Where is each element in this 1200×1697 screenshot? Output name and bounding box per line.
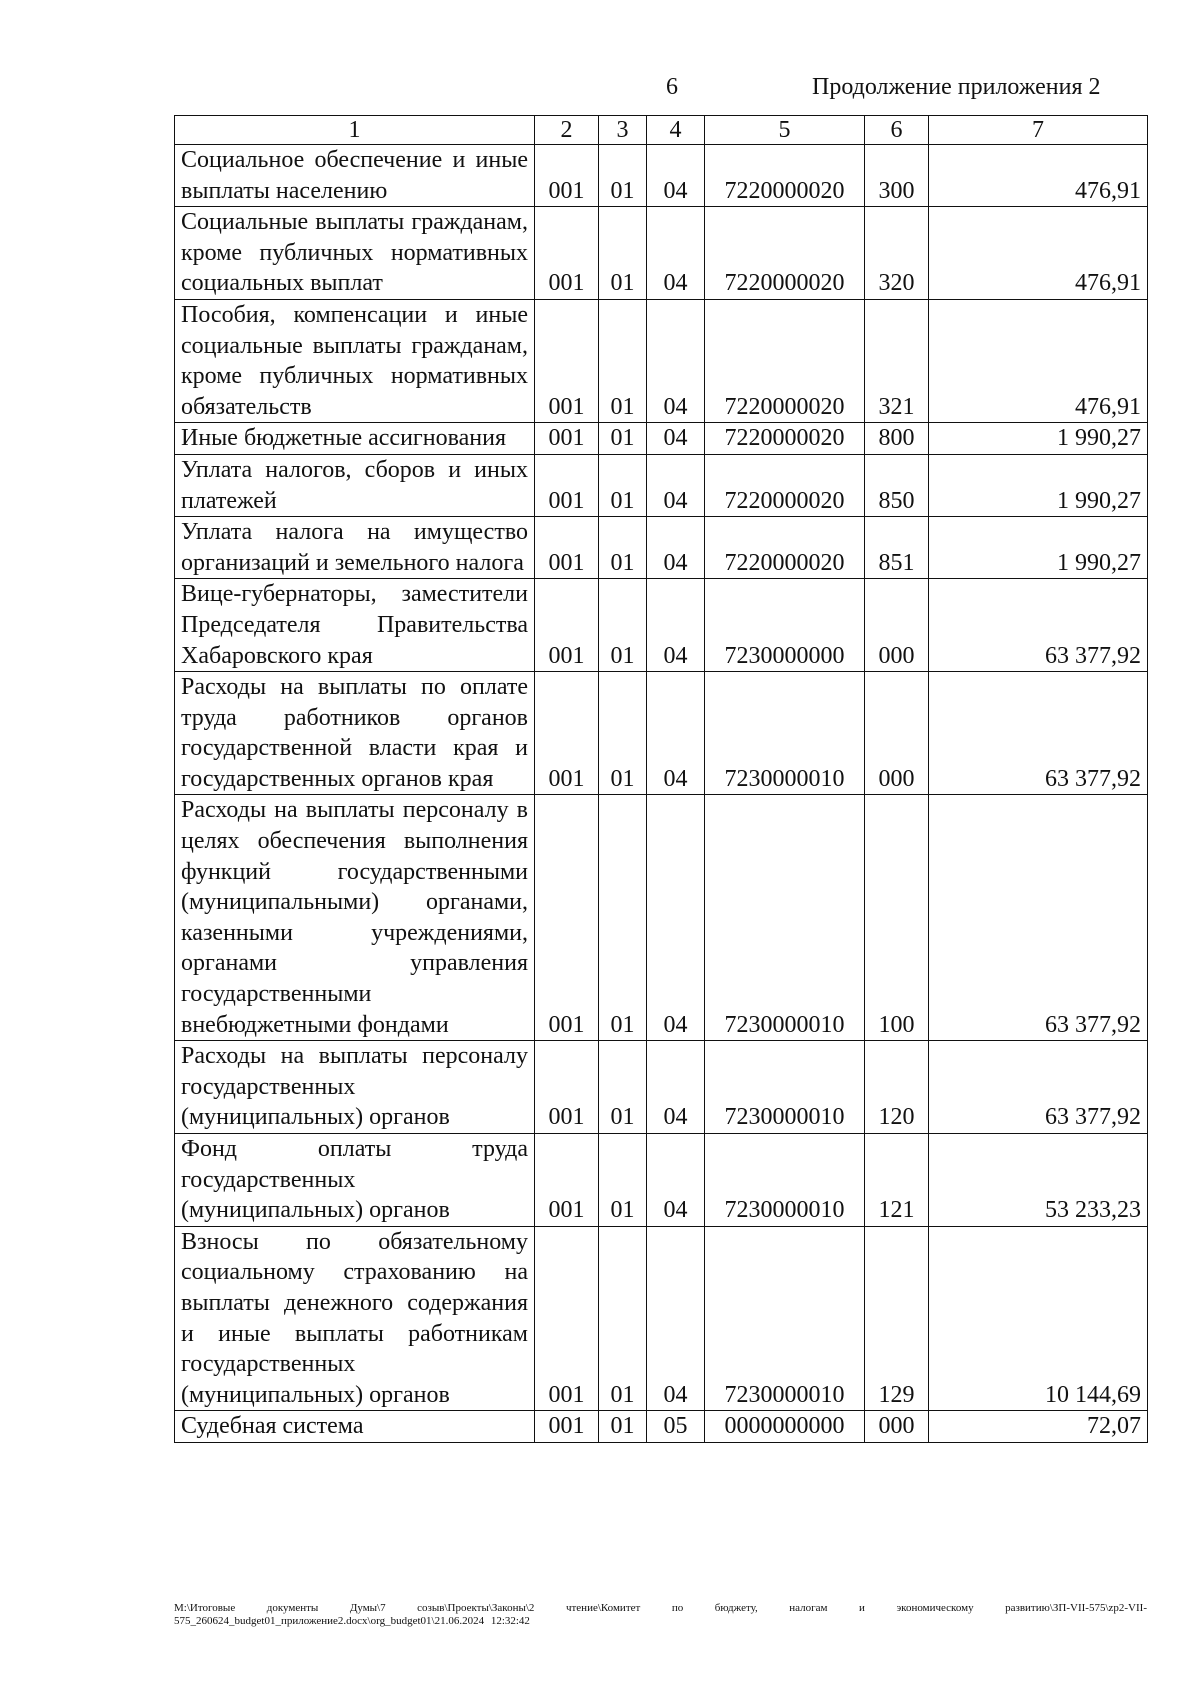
row-code-5: 7230000010 xyxy=(705,1226,865,1411)
row-code-2: 001 xyxy=(535,579,599,672)
file-path-footer: M:\Итоговые документы Думы\7 созыв\Проекты\Законы\2 чтение\Комитет по бюджету, налогам и экономическому развитию\ЗП-VII-575\zp2-VII-575_260624_budget01_приложение2.docx\org_budget01\21.06.2024 12:32:42 xyxy=(174,1602,1147,1627)
row-code-3: 01 xyxy=(599,207,647,300)
row-code-4: 04 xyxy=(647,207,705,300)
row-code-5: 7220000020 xyxy=(705,145,865,207)
row-code-4: 04 xyxy=(647,1041,705,1134)
row-code-5: 7220000020 xyxy=(705,454,865,516)
row-code-4: 04 xyxy=(647,672,705,795)
row-code-3: 01 xyxy=(599,795,647,1041)
row-code-4: 04 xyxy=(647,454,705,516)
row-name: Расходы на выплаты персоналу в целях обеспечения выполнения функций государственными (муниципальными) органами, казенными учреждениями, органами управления государственными внебюджетными фондами xyxy=(175,795,535,1041)
row-code-2: 001 xyxy=(535,423,599,455)
row-amount: 63 377,92 xyxy=(929,579,1148,672)
row-code-2: 001 xyxy=(535,299,599,422)
row-amount: 476,91 xyxy=(929,299,1148,422)
table-row xyxy=(175,795,1148,1041)
row-code-3: 01 xyxy=(599,299,647,422)
row-code-2: 001 xyxy=(535,517,599,579)
row-code-6: 320 xyxy=(865,207,929,300)
row-code-6: 851 xyxy=(865,517,929,579)
row-name: Взносы по обязательному социальному страхованию на выплаты денежного содержания и иные выплаты работникам государственных (муниципальных) органов xyxy=(175,1226,535,1411)
column-header: 5 xyxy=(705,116,865,145)
row-code-6: 321 xyxy=(865,299,929,422)
row-code-4: 04 xyxy=(647,795,705,1041)
column-header: 7 xyxy=(929,116,1148,145)
row-amount: 63 377,92 xyxy=(929,1041,1148,1134)
table-row xyxy=(175,1041,1148,1134)
row-amount: 1 990,27 xyxy=(929,423,1148,455)
row-amount: 63 377,92 xyxy=(929,672,1148,795)
row-code-3: 01 xyxy=(599,1134,647,1227)
row-name: Судебная система xyxy=(175,1411,535,1443)
row-name: Пособия, компенсации и иные социальные выплаты гражданам, кроме публичных нормативных обязательств xyxy=(175,299,535,422)
table-row xyxy=(175,1226,1148,1411)
table-row xyxy=(175,1411,1148,1443)
row-code-2: 001 xyxy=(535,1134,599,1227)
row-code-6: 100 xyxy=(865,795,929,1041)
row-amount: 53 233,23 xyxy=(929,1134,1148,1227)
row-code-4: 04 xyxy=(647,145,705,207)
table-row xyxy=(175,454,1148,516)
row-code-4: 04 xyxy=(647,423,705,455)
column-header: 3 xyxy=(599,116,647,145)
column-header: 4 xyxy=(647,116,705,145)
row-code-2: 001 xyxy=(535,1041,599,1134)
table-row xyxy=(175,579,1148,672)
row-code-2: 001 xyxy=(535,207,599,300)
row-code-3: 01 xyxy=(599,517,647,579)
row-amount: 10 144,69 xyxy=(929,1226,1148,1411)
row-code-5: 7230000000 xyxy=(705,579,865,672)
row-code-3: 01 xyxy=(599,145,647,207)
row-code-2: 001 xyxy=(535,1226,599,1411)
row-code-4: 04 xyxy=(647,299,705,422)
row-amount: 1 990,27 xyxy=(929,517,1148,579)
row-code-4: 04 xyxy=(647,579,705,672)
column-header: 1 xyxy=(175,116,535,145)
row-code-2: 001 xyxy=(535,145,599,207)
row-code-5: 7220000020 xyxy=(705,299,865,422)
row-amount: 72,07 xyxy=(929,1411,1148,1443)
row-code-5: 7230000010 xyxy=(705,795,865,1041)
row-code-3: 01 xyxy=(599,423,647,455)
row-code-2: 001 xyxy=(535,795,599,1041)
row-code-3: 01 xyxy=(599,1226,647,1411)
table-row xyxy=(175,145,1148,207)
table-row xyxy=(175,517,1148,579)
row-amount: 63 377,92 xyxy=(929,795,1148,1041)
row-name: Уплата налога на имущество организаций и земельного налога xyxy=(175,517,535,579)
row-code-6: 300 xyxy=(865,145,929,207)
row-code-4: 04 xyxy=(647,517,705,579)
row-code-4: 04 xyxy=(647,1134,705,1227)
row-code-3: 01 xyxy=(599,454,647,516)
continuation-label: Продолжение приложения 2 xyxy=(812,74,1101,100)
row-code-6: 000 xyxy=(865,672,929,795)
row-name: Иные бюджетные ассигнования xyxy=(175,423,535,455)
column-header: 2 xyxy=(535,116,599,145)
row-code-6: 000 xyxy=(865,579,929,672)
row-name: Фонд оплаты труда государственных (муниципальных) органов xyxy=(175,1134,535,1227)
page-number: 6 xyxy=(666,74,678,100)
column-header: 6 xyxy=(865,116,929,145)
row-name: Расходы на выплаты персоналу государственных (муниципальных) органов xyxy=(175,1041,535,1134)
row-amount: 476,91 xyxy=(929,207,1148,300)
row-name: Расходы на выплаты по оплате труда работников органов государственной власти края и государственных органов края xyxy=(175,672,535,795)
row-code-5: 7230000010 xyxy=(705,1134,865,1227)
row-code-5: 0000000000 xyxy=(705,1411,865,1443)
row-code-3: 01 xyxy=(599,579,647,672)
row-code-6: 120 xyxy=(865,1041,929,1134)
row-code-5: 7230000010 xyxy=(705,672,865,795)
row-code-3: 01 xyxy=(599,672,647,795)
table-row xyxy=(175,423,1148,455)
table-row xyxy=(175,672,1148,795)
row-code-6: 000 xyxy=(865,1411,929,1443)
row-amount: 476,91 xyxy=(929,145,1148,207)
row-code-6: 129 xyxy=(865,1226,929,1411)
row-code-3: 01 xyxy=(599,1041,647,1134)
row-code-2: 001 xyxy=(535,672,599,795)
table-row xyxy=(175,299,1148,422)
row-name: Вице-губернаторы, заместители Председателя Правительства Хабаровского края xyxy=(175,579,535,672)
table-row xyxy=(175,1134,1148,1227)
row-code-6: 800 xyxy=(865,423,929,455)
row-amount: 1 990,27 xyxy=(929,454,1148,516)
row-code-5: 7220000020 xyxy=(705,207,865,300)
row-name: Социальные выплаты гражданам, кроме публичных нормативных социальных выплат xyxy=(175,207,535,300)
row-code-3: 01 xyxy=(599,1411,647,1443)
row-name: Уплата налогов, сборов и иных платежей xyxy=(175,454,535,516)
row-name: Социальное обеспечение и иные выплаты населению xyxy=(175,145,535,207)
row-code-5: 7220000020 xyxy=(705,517,865,579)
row-code-4: 04 xyxy=(647,1226,705,1411)
row-code-2: 001 xyxy=(535,1411,599,1443)
table-row xyxy=(175,207,1148,300)
row-code-2: 001 xyxy=(535,454,599,516)
row-code-6: 850 xyxy=(865,454,929,516)
row-code-6: 121 xyxy=(865,1134,929,1227)
row-code-5: 7230000010 xyxy=(705,1041,865,1134)
table-header-row xyxy=(175,116,1148,145)
row-code-5: 7220000020 xyxy=(705,423,865,455)
budget-table xyxy=(174,115,1148,1443)
row-code-4: 05 xyxy=(647,1411,705,1443)
